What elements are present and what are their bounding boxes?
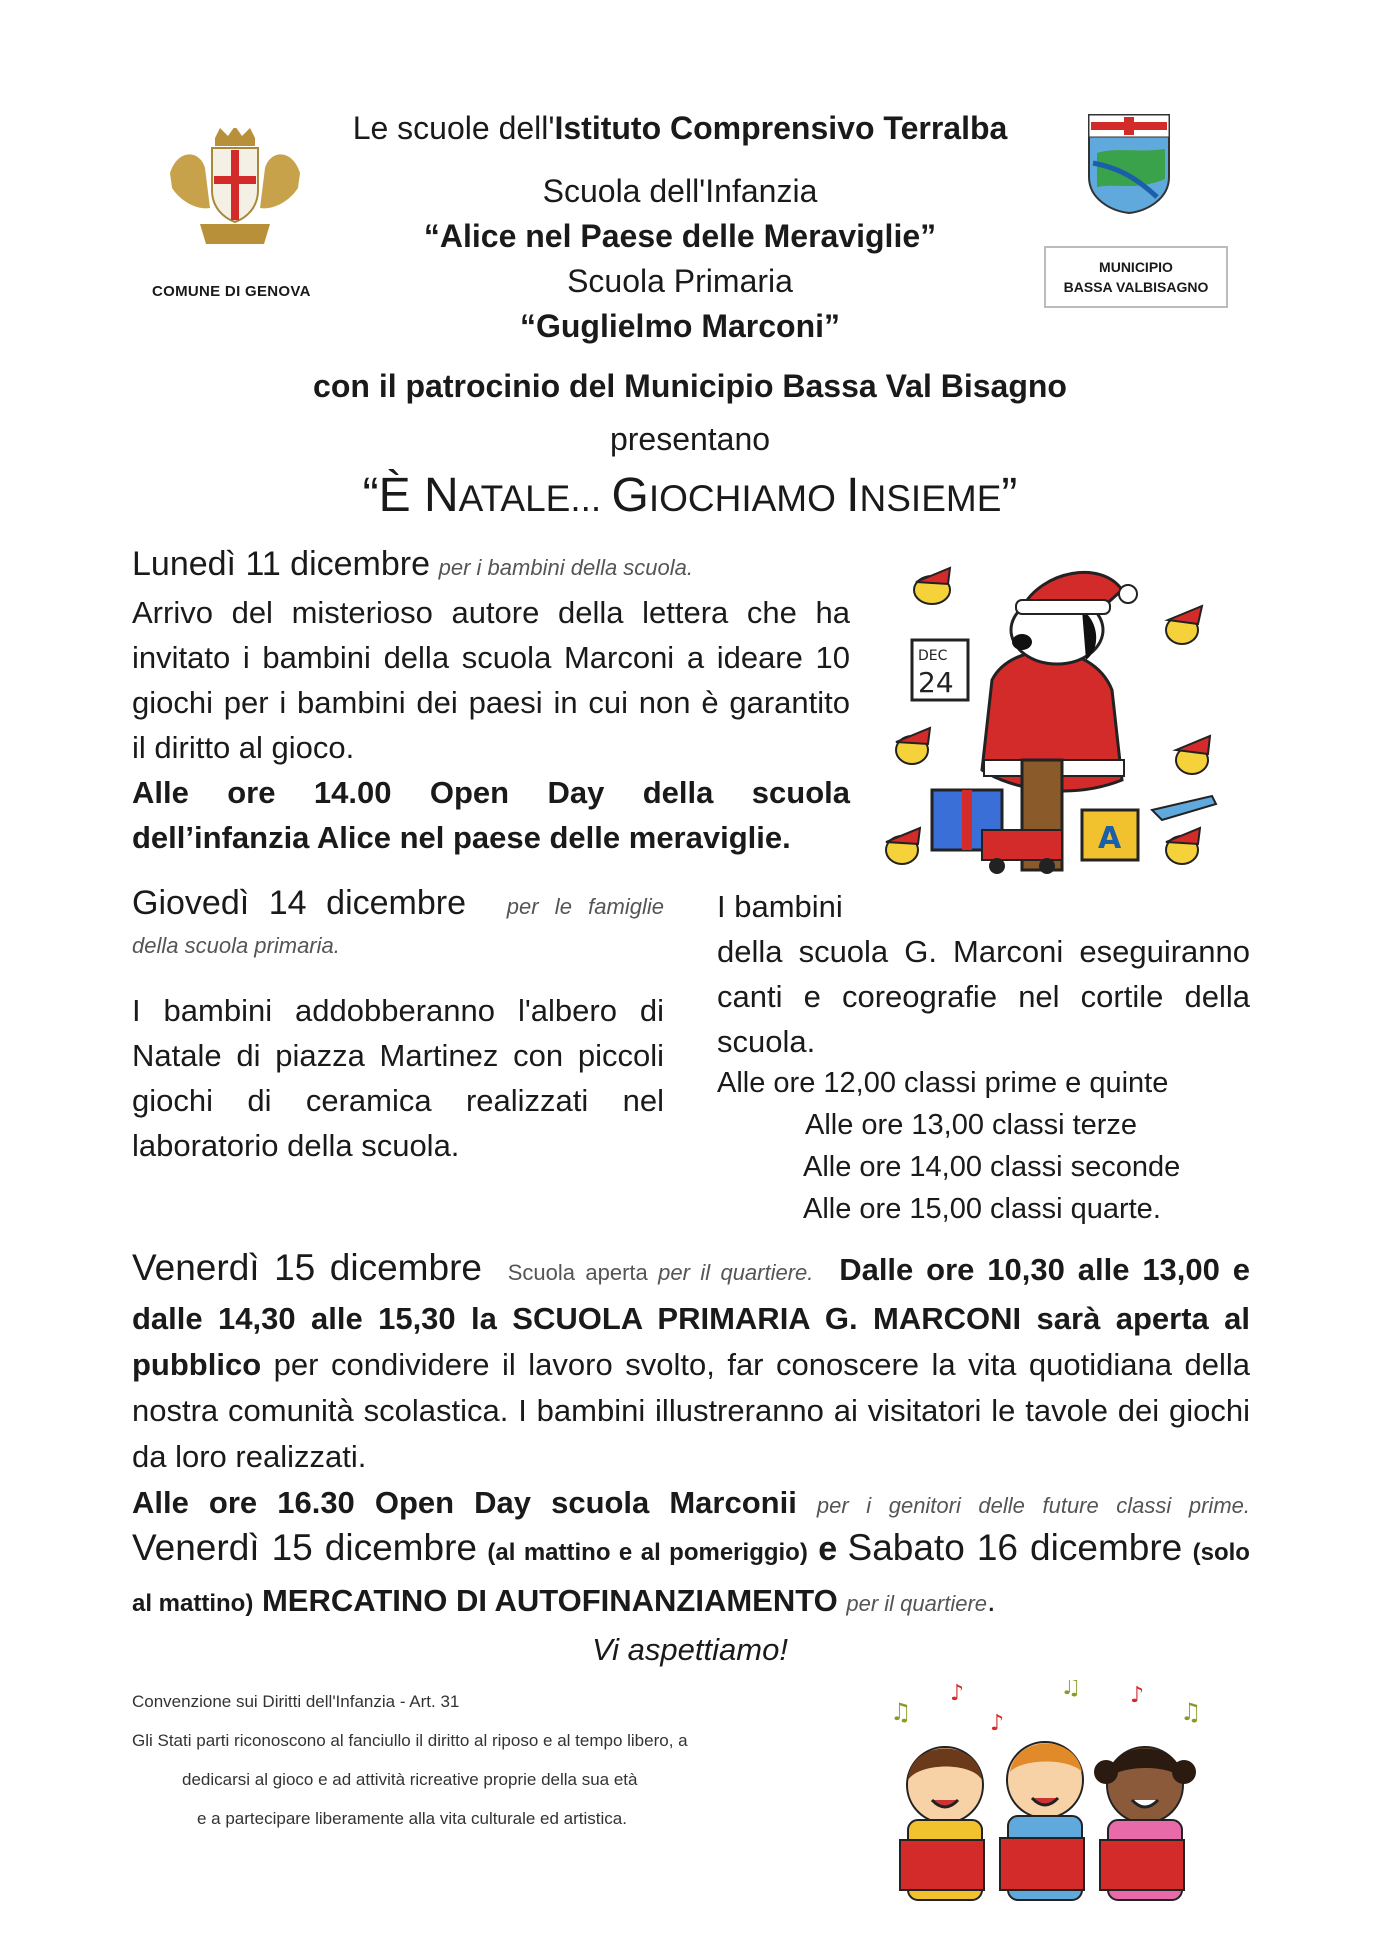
thursday-times	[717, 1062, 1277, 1230]
thursday-heading	[132, 885, 664, 964]
header-line4: Scuola Primaria	[567, 263, 793, 299]
footer-line2: dedicarsi al gioco e ad attività ricreative proprie della sua età	[182, 1770, 638, 1789]
svg-text:A: A	[1098, 821, 1122, 856]
friday-note-plain: Scuola aperta	[507, 1260, 659, 1285]
market-section	[132, 1524, 1250, 1628]
municipio-caption-box	[1044, 246, 1228, 308]
header-patronage	[240, 366, 1140, 406]
municipio-shield-icon	[1087, 113, 1171, 215]
svg-text:DEC: DEC	[918, 648, 948, 664]
friday-day: Venerdì 15 dicembre	[132, 1247, 482, 1288]
svg-text:♫: ♫	[1060, 1680, 1082, 1700]
header-line1-institute: Istituto Comprensivo Terralba	[554, 110, 1008, 146]
title-i-cap: I	[846, 469, 860, 522]
municipio-logo	[1087, 113, 1171, 215]
closing-line	[480, 1630, 900, 1670]
singing-children-illustration	[880, 1680, 1210, 1910]
header-line3-school: “Alice nel Paese delle Meraviglie”	[423, 218, 937, 254]
friday-paragraph	[132, 1245, 1250, 1480]
market-day1-note: (al mattino e al pomeriggio)	[487, 1539, 808, 1566]
thursday-day: Giovedì 14 dicembre	[132, 884, 466, 922]
friday-note-italic: per il quartiere.	[658, 1260, 814, 1285]
header-line1	[300, 108, 1060, 148]
snoopy-santa-icon	[872, 560, 1232, 890]
svg-text:24: 24	[918, 666, 954, 699]
genova-coat-of-arms-icon	[160, 128, 310, 248]
title-n-rest: ATALE...	[458, 478, 612, 519]
thursday-left-column	[132, 885, 664, 1168]
market-note: per il quartiere	[846, 1591, 988, 1616]
friday-text: per condividere il lavoro svolto, far conoscere la vita quotidiana della nostra comunità scolastica. I bambini illustreranno ai visitatori le tavole dei giochi da loro realizzati.	[132, 1347, 1250, 1474]
thursday-note: per le famiglie della scuola primaria.	[132, 894, 664, 958]
monday-note: per i bambini della scuola.	[438, 555, 694, 580]
genova-caption: COMUNE DI GENOVA	[152, 283, 311, 300]
svg-text:♫: ♫	[890, 1698, 912, 1726]
title-e: È	[378, 469, 424, 522]
title-quote-close: ”	[1001, 469, 1018, 522]
market-day1: Venerdì 15 dicembre	[132, 1527, 477, 1568]
thursday-time-1: Alle ore 12,00 classi prime e quinte	[717, 1067, 1169, 1099]
snoopy-christmas-illustration	[872, 560, 1232, 890]
svg-text:♪: ♪	[950, 1681, 965, 1706]
thursday-time-4: Alle ore 15,00 classi quarte.	[803, 1193, 1161, 1225]
friday-openday: Alle ore 16.30 Open Day scuola Marconii	[132, 1485, 797, 1520]
market-and: e	[818, 1530, 838, 1568]
monday-text: Arrivo del misterioso autore della lettera che ha invitato i bambini della scuola Marconi a ideare 10 giochi per i bambini dei paesi in cui non è garantito il diritto al gioco.	[132, 595, 850, 765]
friday-hours: Dalle ore 10,30 alle 13,00 e dalle 14,30 alle 15,30 la SCUOLA PRIMARIA G. MARCONI sarà aperta al pubblico	[132, 1252, 1251, 1382]
market-end: .	[987, 1583, 996, 1618]
title-i-rest: NSIEME	[859, 478, 1002, 519]
market-day2: Sabato 16 dicembre	[847, 1527, 1183, 1568]
thursday-right-text: della scuola G. Marconi eseguiranno canti e coreografie nel cortile della scuola.	[717, 934, 1250, 1059]
market-title: MERCATINO DI AUTOFINANZIAMENTO	[261, 1583, 838, 1618]
thursday-right-column	[717, 884, 1250, 1064]
municipio-caption-line2: BASSA VALBISAGNO	[1063, 279, 1209, 295]
header-line5	[300, 306, 1060, 346]
title-g-rest: IOCHIAMO	[648, 478, 847, 519]
genova-logo	[160, 128, 310, 248]
header-line3	[300, 216, 1060, 256]
children-choir-icon	[880, 1680, 1210, 1910]
footer-line3: e a partecipare liberamente alla vita culturale ed artistica.	[197, 1809, 627, 1828]
thursday-time-2: Alle ore 13,00 classi terze	[805, 1109, 1138, 1141]
thursday-right-line1: I bambini	[717, 889, 843, 924]
municipio-caption-line1: MUNICIPIO	[1099, 259, 1173, 275]
title-g-cap: G	[611, 469, 649, 522]
header-patronage-text: con il patrocinio del Municipio Bassa Val Bisagno	[313, 368, 1067, 404]
footer-ref: Convenzione sui Diritti dell'Infanzia - Art. 31	[132, 1692, 460, 1711]
svg-text:♪: ♪	[1130, 1683, 1145, 1708]
svg-text:♫: ♫	[1180, 1698, 1202, 1726]
header-line1-pre: Le scuole dell'	[352, 110, 555, 146]
title-n-cap: N	[423, 469, 459, 522]
title-quote-open: “	[362, 469, 379, 522]
monday-section	[132, 542, 850, 860]
thursday-text: I bambini addobberanno l'albero di Natale di piazza Martinez con piccoli giochi di ceramica realizzati nel laboratorio della scuola.	[132, 993, 664, 1163]
friday-section	[132, 1245, 1250, 1529]
footer-line1: Gli Stati parti riconoscono al fanciullo il diritto al riposo e al tempo libero, a	[132, 1731, 688, 1750]
friday-openday-note: per i genitori delle future classi prime.	[816, 1493, 1250, 1518]
market-day2-note: (solo al mattino)	[132, 1539, 1250, 1617]
monday-heading	[132, 542, 850, 590]
header-presentano: presentano	[609, 421, 771, 457]
svg-text:♪: ♪	[990, 1711, 1005, 1736]
event-title	[200, 471, 1180, 524]
thursday-time-3: Alle ore 14,00 classi seconde	[803, 1151, 1181, 1183]
friday-openday-line	[132, 1480, 1250, 1529]
header-line2: Scuola dell'Infanzia	[542, 173, 818, 209]
monday-openday: Alle ore 14.00 Open Day della scuola dell’infanzia Alice nel paese delle meraviglie.	[132, 775, 850, 855]
header-line5-school: “Guglielmo Marconi”	[519, 308, 841, 344]
closing-text: Vi aspettiamo!	[592, 1632, 788, 1667]
monday-day: Lunedì 11 dicembre	[132, 545, 431, 583]
